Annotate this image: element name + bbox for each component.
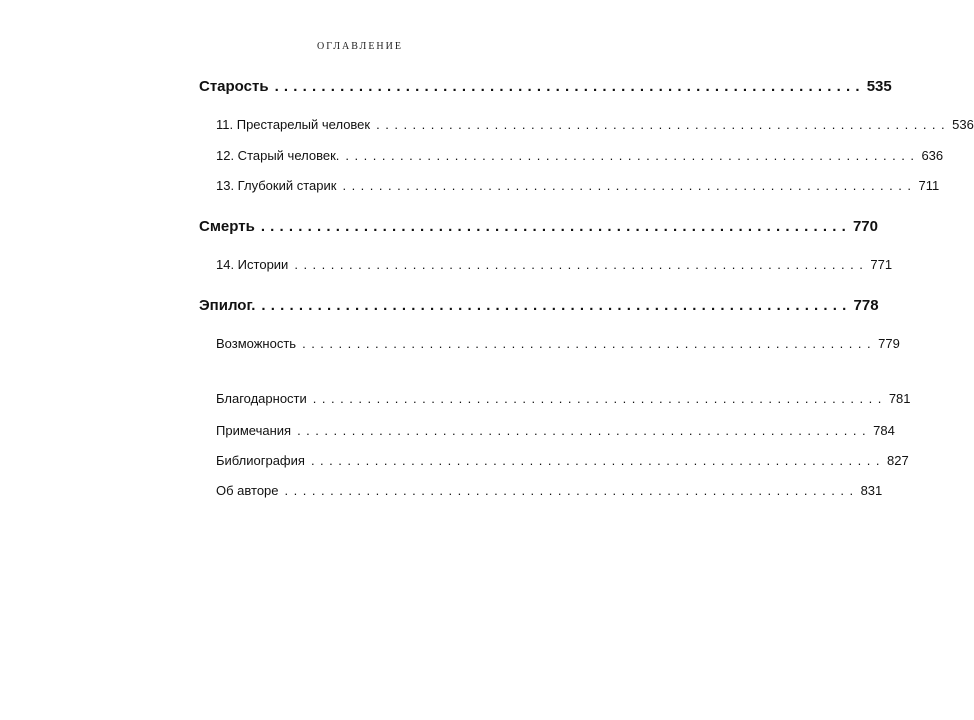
toc-chapter-entry[interactable] [216, 336, 900, 351]
toc-entry-title: Эпилог. [199, 297, 256, 314]
dot-leader: ............................................................... [274, 78, 865, 95]
dot-leader: ............................................................... [260, 218, 851, 235]
toc-entry-page: 711 [918, 178, 940, 193]
dot-leader: ............................................................... [297, 423, 872, 438]
toc-chapter-entry[interactable] [216, 117, 974, 132]
toc-chapter-entry[interactable] [216, 453, 909, 468]
dot-leader: ............................................................... [342, 178, 917, 193]
toc-entry-title: Об авторе [216, 483, 279, 498]
toc-chapter-entry[interactable] [216, 257, 893, 272]
toc-part-entry[interactable] [199, 218, 878, 235]
toc-part-entry[interactable] [199, 297, 879, 314]
toc-entry-page: 778 [853, 297, 879, 314]
toc-entry-page: 827 [886, 453, 909, 468]
toc-entry-page: 831 [860, 483, 883, 498]
dot-leader: ............................................................... [294, 257, 869, 272]
toc-chapter-entry[interactable] [216, 423, 895, 438]
dot-leader: ............................................................... [261, 297, 852, 314]
dot-leader: ............................................................... [310, 453, 885, 468]
toc-entry-page: 771 [870, 257, 893, 272]
toc-entry-title: 11. Престарелый человек [216, 117, 371, 132]
toc-entry-title: Старость [199, 78, 269, 95]
toc-entry-page: 770 [852, 218, 878, 235]
toc-chapter-entry[interactable] [216, 178, 940, 193]
toc-chapter-entry[interactable] [216, 483, 883, 498]
toc-entry-page: 536 [952, 117, 974, 132]
toc-part-entry[interactable] [199, 78, 892, 95]
toc-entry-page: 781 [888, 391, 911, 406]
toc-entry-page: 784 [873, 423, 895, 438]
toc-entry-page: 535 [866, 78, 892, 95]
dot-leader: ............................................................... [284, 483, 859, 498]
toc-entry-title: 12. Старый человек. [216, 148, 340, 163]
dot-leader: ............................................................... [312, 391, 887, 406]
toc-chapter-entry[interactable] [216, 148, 944, 163]
toc-chapter-entry[interactable] [216, 391, 911, 406]
page-header: ОГЛАВЛЕНИЕ [317, 41, 403, 52]
toc-entry-title: 13. Глубокий старик [216, 178, 337, 193]
dot-leader: ............................................................... [302, 336, 877, 351]
toc-entry-page: 779 [878, 336, 900, 351]
toc-entry-title: Благодарности [216, 391, 307, 406]
toc-entry-title: Смерть [199, 218, 255, 235]
dot-leader: ............................................................... [345, 148, 920, 163]
toc-entry-title: Возможность [216, 336, 297, 351]
toc-entry-page: 636 [921, 148, 944, 163]
toc-entry-title: Библиография [216, 453, 305, 468]
toc-entry-title: Примечания [216, 423, 292, 438]
toc-entry-title: 14. Истории [216, 257, 289, 272]
dot-leader: ............................................................... [376, 117, 951, 132]
